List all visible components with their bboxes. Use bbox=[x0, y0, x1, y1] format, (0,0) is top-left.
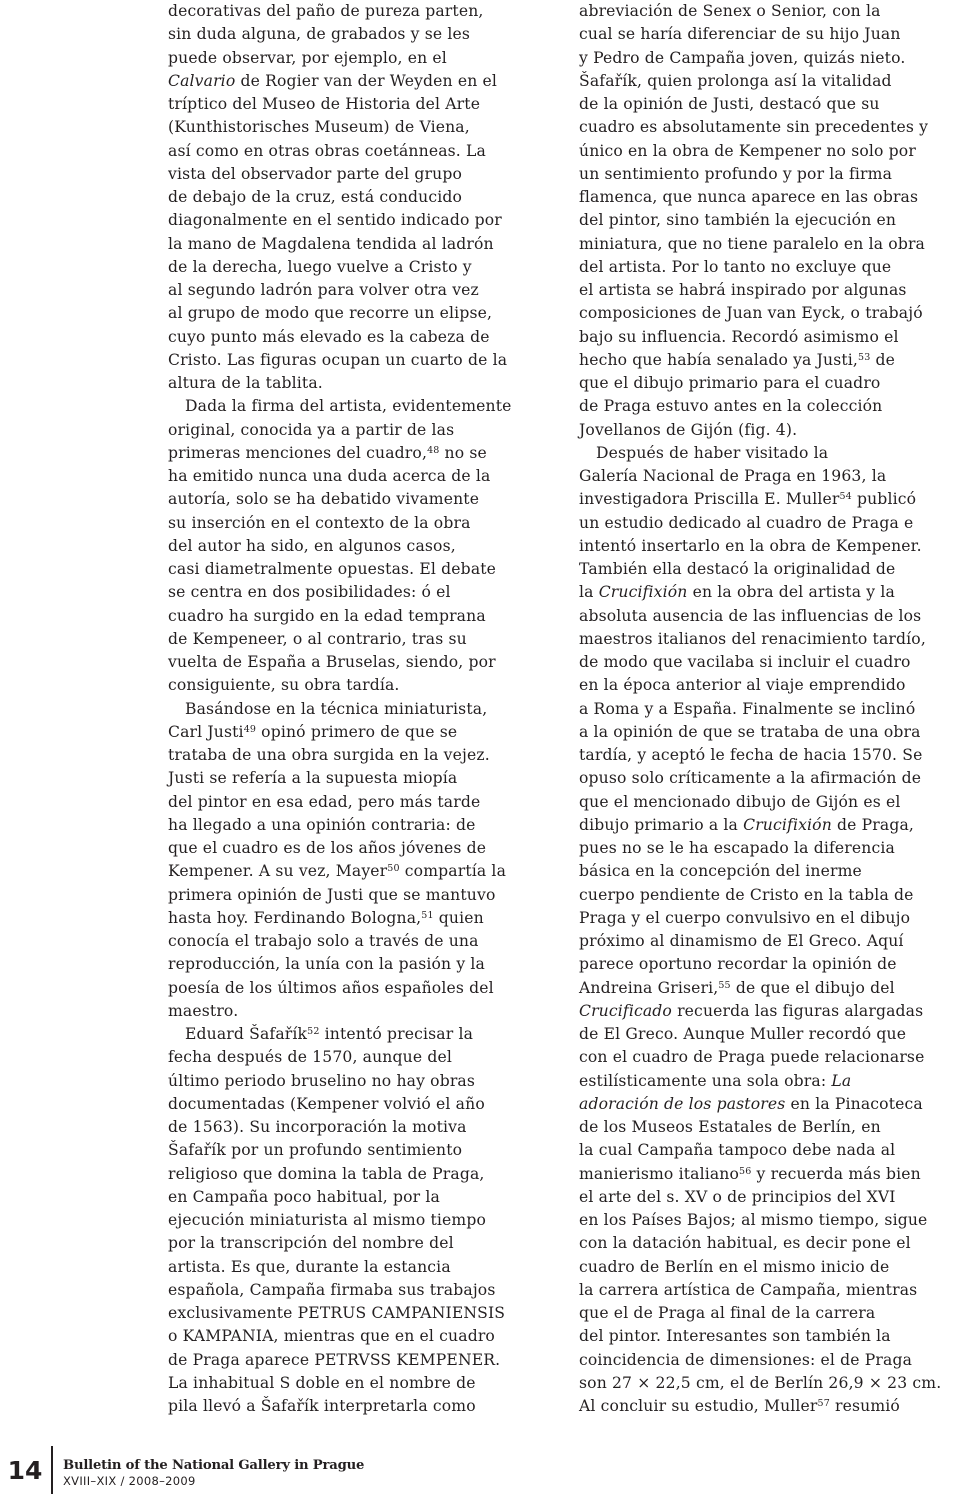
italic-title: Crucifixión bbox=[598, 583, 688, 602]
line-text: la bbox=[579, 583, 599, 602]
text-line bbox=[579, 47, 960, 70]
text-line bbox=[168, 930, 538, 953]
text-line bbox=[579, 1325, 960, 1348]
line-text: ha emitido nunca una duda acerca de la bbox=[168, 467, 491, 485]
line-text: Praga y el cuerpo convulsivo en el dibujo bbox=[579, 908, 911, 927]
line-text: altura de la tablita. bbox=[168, 374, 323, 392]
text-line bbox=[579, 721, 960, 744]
text-line bbox=[579, 256, 960, 279]
text-line bbox=[168, 279, 538, 302]
text-line bbox=[168, 977, 538, 1000]
text-line bbox=[168, 1070, 538, 1093]
line-text: flamenca, que nunca aparece en las obras bbox=[579, 188, 919, 206]
text-line bbox=[168, 512, 538, 535]
line-text-after: de que el dibujo del bbox=[730, 978, 895, 997]
text-line bbox=[168, 349, 538, 372]
text-line bbox=[579, 1070, 960, 1093]
text-line bbox=[579, 1395, 960, 1418]
text-line bbox=[168, 1395, 538, 1418]
text-line bbox=[579, 140, 960, 163]
line-text: con el cuadro de Praga puede relacionarse bbox=[579, 1048, 925, 1067]
line-text: a Roma y a España. Finalmente se inclinó bbox=[579, 699, 916, 718]
line-text: fecha después de 1570, aunque del bbox=[168, 1048, 452, 1067]
text-line bbox=[579, 372, 960, 395]
text-line bbox=[579, 628, 960, 651]
line-text: primera opinión de Justi que se mantuvo bbox=[168, 885, 496, 904]
line-text: Basándose en la técnica miniaturista, bbox=[185, 699, 488, 718]
line-text: diagonalmente en el sentido indicado por bbox=[168, 211, 502, 230]
line-text: próximo al dinamismo de El Greco. Aquí bbox=[579, 932, 904, 950]
text-line bbox=[579, 512, 960, 535]
text-line bbox=[168, 372, 538, 395]
text-line bbox=[168, 1163, 538, 1186]
line-text: del pintor, sino también la ejecución en bbox=[579, 211, 897, 230]
line-text: casi diametralmente opuestas. El debate bbox=[168, 560, 497, 578]
line-text: española, Campaña firmaba sus trabajos bbox=[168, 1280, 496, 1299]
line-text: coincidencia de dimensiones: el de Praga bbox=[579, 1350, 913, 1369]
line-text: Šafařík por un profundo sentimiento bbox=[168, 1141, 463, 1160]
line-text: cuerpo pendiente de Cristo en la tabla de bbox=[579, 885, 914, 904]
text-line bbox=[579, 488, 960, 511]
line-text: documentadas (Kempener volvió el año bbox=[168, 1094, 485, 1113]
line-text: hecho que había senalado ya Justi, bbox=[579, 350, 859, 369]
line-text: el arte del s. XV o de principios del XVI bbox=[579, 1187, 896, 1206]
line-text: en la época anterior al viaje emprendido bbox=[579, 676, 906, 695]
line-text: Šafařík, quien prolonga así la vitalidad bbox=[579, 71, 892, 90]
line-text: parece oportuno recordar la opinión de bbox=[579, 955, 897, 974]
text-line bbox=[168, 721, 538, 744]
footnote-ref: 53 bbox=[858, 351, 871, 363]
line-text: de los Museos Estatales de Berlín, en bbox=[579, 1118, 881, 1136]
line-text: consiguiente, su obra tardía. bbox=[168, 676, 400, 695]
line-text: maestro. bbox=[168, 1001, 239, 1020]
text-line bbox=[579, 1279, 960, 1302]
journal-title: Bulletin of the National Gallery in Prague bbox=[63, 1458, 365, 1473]
line-text: el artista se habrá inspirado por algunas bbox=[579, 281, 907, 299]
line-text: a la opinión de que se trataba de una obra bbox=[579, 722, 921, 741]
text-line bbox=[168, 1139, 538, 1162]
line-text: la cual Campaña tampoco debe nada al bbox=[579, 1141, 896, 1160]
line-text: último periodo bruselino no hay obras bbox=[168, 1071, 476, 1090]
line-text: en los Países Bajos; al mismo tiempo, sigue bbox=[579, 1211, 928, 1229]
line-text: pues no se le ha escapado la diferencia bbox=[579, 839, 895, 857]
line-text-after: en la Pinacoteca bbox=[785, 1094, 923, 1113]
text-line bbox=[168, 47, 538, 70]
footnote-ref: 50 bbox=[387, 863, 400, 875]
text-line bbox=[168, 1209, 538, 1232]
line-text: que el de Praga al final de la carrera bbox=[579, 1304, 876, 1322]
line-text: de 1563). Su incorporación la motiva bbox=[168, 1118, 467, 1136]
text-line bbox=[579, 651, 960, 674]
line-text: religioso que domina la tabla de Praga, bbox=[168, 1164, 485, 1183]
line-text: decorativas del paño de pureza parten, bbox=[168, 2, 484, 20]
line-text: así como en otras obras coetánneas. La bbox=[168, 141, 486, 160]
text-line bbox=[168, 744, 538, 767]
text-line bbox=[579, 1186, 960, 1209]
line-text: del pintor. Interesantes son también la bbox=[579, 1327, 891, 1346]
line-text: ejecución miniaturista al mismo tiempo bbox=[168, 1211, 487, 1229]
text-line bbox=[168, 302, 538, 325]
text-line bbox=[579, 605, 960, 628]
line-text: Al concluir su estudio, Muller bbox=[579, 1397, 818, 1415]
line-text: composiciones de Juan van Eyck, o trabajó bbox=[579, 304, 923, 323]
footnote-ref: 48 bbox=[427, 444, 440, 456]
line-text: único en la obra de Kempener no solo por bbox=[579, 141, 916, 160]
text-line bbox=[168, 535, 538, 558]
text-line bbox=[168, 1116, 538, 1139]
left-text-column bbox=[168, 0, 538, 1418]
line-text: tardía, y aceptó le fecha de hacia 1570. Se bbox=[579, 746, 923, 764]
text-line bbox=[168, 256, 538, 279]
text-line bbox=[168, 93, 538, 116]
line-text: por la transcripción del nombre del bbox=[168, 1234, 454, 1253]
text-line bbox=[579, 1349, 960, 1372]
footer-divider bbox=[51, 1446, 53, 1494]
text-line bbox=[579, 1000, 960, 1023]
page-footer bbox=[0, 1446, 365, 1496]
line-text-after: compartía la bbox=[399, 862, 507, 881]
line-text: Carl Justi bbox=[168, 722, 244, 741]
footnote-ref: 56 bbox=[739, 1165, 752, 1177]
text-line bbox=[168, 791, 538, 814]
line-text-after: no se bbox=[439, 443, 487, 462]
text-line bbox=[579, 1139, 960, 1162]
text-line bbox=[579, 186, 960, 209]
text-line bbox=[579, 233, 960, 256]
text-line bbox=[579, 442, 960, 465]
line-text: de modo que vacilaba si incluir el cuadro bbox=[579, 653, 911, 671]
text-line bbox=[579, 1093, 960, 1116]
text-line bbox=[168, 1325, 538, 1348]
line-text: maestros italianos del renacimiento tardío, bbox=[579, 629, 926, 648]
line-text: pila llevó a Šafařík interpretarla como bbox=[168, 1397, 476, 1415]
footnote-ref: 52 bbox=[307, 1026, 320, 1037]
line-text: exclusivamente PETRUS CAMPANIENSIS bbox=[168, 1304, 506, 1322]
text-line bbox=[579, 744, 960, 767]
text-line bbox=[579, 163, 960, 186]
text-line bbox=[168, 116, 538, 139]
line-text: de El Greco. Aunque Muller recordó que bbox=[579, 1025, 907, 1043]
line-text: Cristo. Las figuras ocupan un cuarto de la bbox=[168, 350, 508, 369]
line-text-after: en la obra del artista y la bbox=[687, 583, 895, 602]
text-line bbox=[168, 1256, 538, 1279]
line-text: absoluta ausencia de las influencias de los bbox=[579, 606, 922, 625]
line-text: bajo su influencia. Recordó asimismo el bbox=[579, 327, 899, 346]
text-line bbox=[579, 116, 960, 139]
footnote-ref: 54 bbox=[839, 491, 852, 503]
line-text: Dada la firma del artista, evidentemente bbox=[185, 397, 512, 416]
line-text: básica en la concepción del inerme bbox=[579, 862, 862, 881]
text-line bbox=[168, 605, 538, 628]
text-line bbox=[579, 860, 960, 883]
line-text: de la opinión de Justi, destacó que su bbox=[579, 95, 880, 113]
text-line bbox=[579, 977, 960, 1000]
line-text: vista del observador parte del grupo bbox=[168, 164, 463, 183]
text-line bbox=[579, 395, 960, 418]
line-text: miniatura, que no tiene paralelo en la obra bbox=[579, 234, 926, 253]
line-text: que el cuadro es de los años jóvenes de bbox=[168, 839, 487, 857]
line-text-after: opinó primero de que se bbox=[256, 722, 458, 741]
text-line bbox=[168, 1000, 538, 1023]
text-line bbox=[168, 23, 538, 46]
line-text: de Praga aparece PETRVSS KEMPENER. bbox=[168, 1350, 501, 1369]
text-line bbox=[168, 1093, 538, 1116]
text-line bbox=[579, 1163, 960, 1186]
line-text: dibujo primario a la bbox=[579, 815, 744, 834]
text-line bbox=[168, 186, 538, 209]
text-line bbox=[168, 860, 538, 883]
line-text: cual se haría diferenciar de su hijo Juan bbox=[579, 25, 901, 44]
text-line bbox=[168, 465, 538, 488]
footnote-ref: 57 bbox=[817, 1398, 830, 1409]
italic-title: La bbox=[831, 1071, 852, 1090]
line-text: hasta hoy. Ferdinando Bologna, bbox=[168, 908, 422, 927]
line-text: un estudio dedicado al cuadro de Praga e bbox=[579, 513, 914, 532]
text-line bbox=[168, 558, 538, 581]
text-line bbox=[579, 0, 960, 23]
footnote-ref: 51 bbox=[421, 909, 434, 921]
line-text: Después de haber visitado la bbox=[596, 443, 829, 462]
journal-info bbox=[63, 1458, 364, 1488]
line-text-after: de bbox=[870, 350, 896, 369]
footnote-ref: 55 bbox=[718, 979, 731, 991]
text-line bbox=[168, 1023, 538, 1046]
text-line bbox=[579, 1232, 960, 1255]
text-line bbox=[579, 907, 960, 930]
text-line bbox=[168, 1372, 538, 1395]
text-line bbox=[579, 767, 960, 790]
text-line bbox=[168, 837, 538, 860]
line-text: cuadro de Berlín en el mismo inicio de bbox=[579, 1257, 890, 1276]
text-line bbox=[168, 884, 538, 907]
text-line bbox=[168, 419, 538, 442]
line-text: y Pedro de Campaña joven, quizás nieto. bbox=[579, 48, 906, 67]
text-line bbox=[168, 1046, 538, 1069]
line-text: se centra en dos posibilidades: ó el bbox=[168, 583, 451, 602]
text-line bbox=[579, 581, 960, 604]
text-line bbox=[168, 1186, 538, 1209]
line-text: Eduard Šafařík bbox=[185, 1025, 308, 1043]
line-text: del pintor en esa edad, pero más tarde bbox=[168, 792, 481, 811]
line-text: un sentimiento profundo y por la firma bbox=[579, 164, 893, 183]
line-text: La inhabitual S doble en el nombre de bbox=[168, 1373, 476, 1392]
text-line bbox=[168, 953, 538, 976]
line-text: la carrera artística de Campaña, mientras bbox=[579, 1280, 918, 1299]
text-line bbox=[579, 326, 960, 349]
text-line bbox=[579, 884, 960, 907]
line-text-after: publicó bbox=[851, 490, 917, 509]
text-line bbox=[579, 302, 960, 325]
italic-title: adoración de los pastores bbox=[579, 1094, 786, 1113]
line-text: con la datación habitual, es decir pone el bbox=[579, 1234, 911, 1253]
italic-title: Calvario bbox=[168, 71, 236, 90]
line-text: primeras menciones del cuadro, bbox=[168, 443, 428, 462]
line-text: vuelta de España a Bruselas, siendo, por bbox=[168, 653, 496, 671]
text-line bbox=[168, 907, 538, 930]
text-line bbox=[579, 1023, 960, 1046]
footnote-ref: 49 bbox=[243, 723, 257, 735]
text-line bbox=[579, 558, 960, 581]
line-text: estilísticamente una sola obra: bbox=[579, 1071, 832, 1090]
line-text: opuso solo críticamente a la afirmación de bbox=[579, 769, 922, 788]
line-text: artista. Es que, durante la estancia bbox=[168, 1257, 451, 1276]
line-text: que el dibujo primario para el cuadro bbox=[579, 374, 881, 392]
line-text: abreviación de Senex o Senior, con la bbox=[579, 2, 881, 20]
text-line bbox=[168, 628, 538, 651]
text-line bbox=[579, 930, 960, 953]
line-text: su inserción en el contexto de la obra bbox=[168, 513, 471, 532]
italic-title: Crucifixión bbox=[743, 815, 832, 834]
text-line bbox=[168, 674, 538, 697]
italic-title: Crucificado bbox=[579, 1001, 672, 1020]
text-line bbox=[168, 442, 538, 465]
line-text: Jovellanos de Gijón (fig. 4). bbox=[579, 420, 798, 439]
line-text: la mano de Magdalena tendida al ladrón bbox=[168, 234, 494, 253]
line-text: al segundo ladrón para volver otra vez bbox=[168, 281, 479, 299]
line-text-after: de Praga, bbox=[831, 815, 915, 834]
text-line bbox=[579, 465, 960, 488]
text-line bbox=[168, 698, 538, 721]
line-text: investigadora Priscilla E. Muller bbox=[579, 490, 840, 509]
text-line bbox=[579, 1046, 960, 1069]
text-line bbox=[579, 674, 960, 697]
text-line bbox=[579, 814, 960, 837]
line-text: al grupo de modo que recorre un elipse, bbox=[168, 304, 493, 323]
line-text: cuadro ha surgido en la edad temprana bbox=[168, 606, 486, 625]
line-text: intentó insertarlo en la obra de Kempener. bbox=[579, 536, 922, 555]
line-text: cuyo punto más elevado es la cabeza de bbox=[168, 327, 490, 346]
text-line bbox=[168, 1349, 538, 1372]
line-text: son 27 × 22,5 cm, el de Berlín 26,9 × 23 cm. bbox=[579, 1373, 942, 1392]
text-line bbox=[579, 349, 960, 372]
line-text: del artista. Por lo tanto no excluye que bbox=[579, 257, 892, 276]
right-text-column bbox=[579, 0, 960, 1418]
line-text: de Kempeneer, o al contrario, tras su bbox=[168, 629, 467, 648]
line-text-after: resumió bbox=[829, 1397, 900, 1415]
text-line bbox=[168, 233, 538, 256]
line-text-after: intentó precisar la bbox=[319, 1025, 474, 1043]
line-text-after: quien bbox=[433, 908, 484, 927]
text-line bbox=[168, 651, 538, 674]
text-line bbox=[579, 837, 960, 860]
page-number: 14 bbox=[7, 1455, 43, 1485]
text-line bbox=[168, 814, 538, 837]
text-line bbox=[168, 581, 538, 604]
line-text: o KAMPANIA, mientras que en el cuadro bbox=[168, 1327, 495, 1346]
line-text: Justi se refería a la supuesta miopía bbox=[168, 769, 458, 788]
line-text: cuadro es absolutamente sin precedentes y bbox=[579, 118, 929, 137]
text-line bbox=[168, 0, 538, 23]
line-text: ha llegado a una opinión contraria: de bbox=[168, 815, 476, 834]
text-line bbox=[579, 93, 960, 116]
line-text: autoría, solo se ha debatido vivamente bbox=[168, 490, 480, 509]
line-text: Andreina Griseri, bbox=[579, 978, 719, 997]
line-text: reproducción, la unía con la pasión y la bbox=[168, 955, 485, 974]
text-line bbox=[168, 1232, 538, 1255]
journal-issue: XVIII–XIX / 2008–2009 bbox=[63, 1474, 196, 1488]
line-text: de Praga estuvo antes en la colección bbox=[579, 397, 883, 416]
line-text: También ella destacó la originalidad de bbox=[579, 560, 896, 578]
line-text: que el mencionado dibujo de Gijón es el bbox=[579, 792, 901, 811]
text-line bbox=[579, 70, 960, 93]
text-line bbox=[168, 1302, 538, 1325]
text-line bbox=[168, 163, 538, 186]
text-line bbox=[579, 698, 960, 721]
text-line bbox=[168, 395, 538, 418]
text-line bbox=[579, 279, 960, 302]
text-line bbox=[168, 326, 538, 349]
line-text-after: y recuerda más bien bbox=[751, 1164, 921, 1183]
text-line bbox=[168, 70, 538, 93]
line-text: Galería Nacional de Praga en 1963, la bbox=[579, 467, 887, 485]
line-text: tríptico del Museo de Historia del Arte bbox=[168, 95, 481, 113]
line-text: manierismo italiano bbox=[579, 1164, 740, 1183]
line-text: del autor ha sido, en algunos casos, bbox=[168, 536, 456, 555]
line-text-after: recuerda las figuras alargadas bbox=[671, 1001, 924, 1020]
text-line bbox=[168, 767, 538, 790]
text-line bbox=[168, 209, 538, 232]
text-line bbox=[579, 1116, 960, 1139]
line-text: conocía el trabajo solo a través de una bbox=[168, 932, 479, 950]
text-line bbox=[168, 140, 538, 163]
text-line bbox=[579, 1209, 960, 1232]
text-line bbox=[579, 1302, 960, 1325]
text-line bbox=[579, 209, 960, 232]
line-text: sin duda alguna, de grabados y se les bbox=[168, 25, 471, 44]
text-line bbox=[579, 23, 960, 46]
line-text: de debajo de la cruz, está conducido bbox=[168, 188, 463, 206]
line-text: de Rogier van der Weyden en el bbox=[240, 71, 498, 90]
line-text: Kempener. A su vez, Mayer bbox=[168, 862, 388, 881]
text-line bbox=[579, 1372, 960, 1395]
text-line bbox=[579, 953, 960, 976]
line-text: de la derecha, luego vuelve a Cristo y bbox=[168, 257, 472, 276]
text-line bbox=[168, 1279, 538, 1302]
line-text: poesía de los últimos años españoles del bbox=[168, 978, 494, 997]
text-line bbox=[579, 419, 960, 442]
text-line bbox=[579, 535, 960, 558]
text-line bbox=[168, 488, 538, 511]
text-line bbox=[579, 791, 960, 814]
line-text: en Campaña poco habitual, por la bbox=[168, 1187, 440, 1206]
line-text: puede observar, por ejemplo, en el bbox=[168, 48, 447, 67]
text-line bbox=[579, 1256, 960, 1279]
line-text: original, conocida ya a partir de las bbox=[168, 420, 455, 439]
line-text: (Kunthistorisches Museum) de Viena, bbox=[168, 118, 470, 137]
line-text: trataba de una obra surgida en la vejez. bbox=[168, 746, 490, 764]
